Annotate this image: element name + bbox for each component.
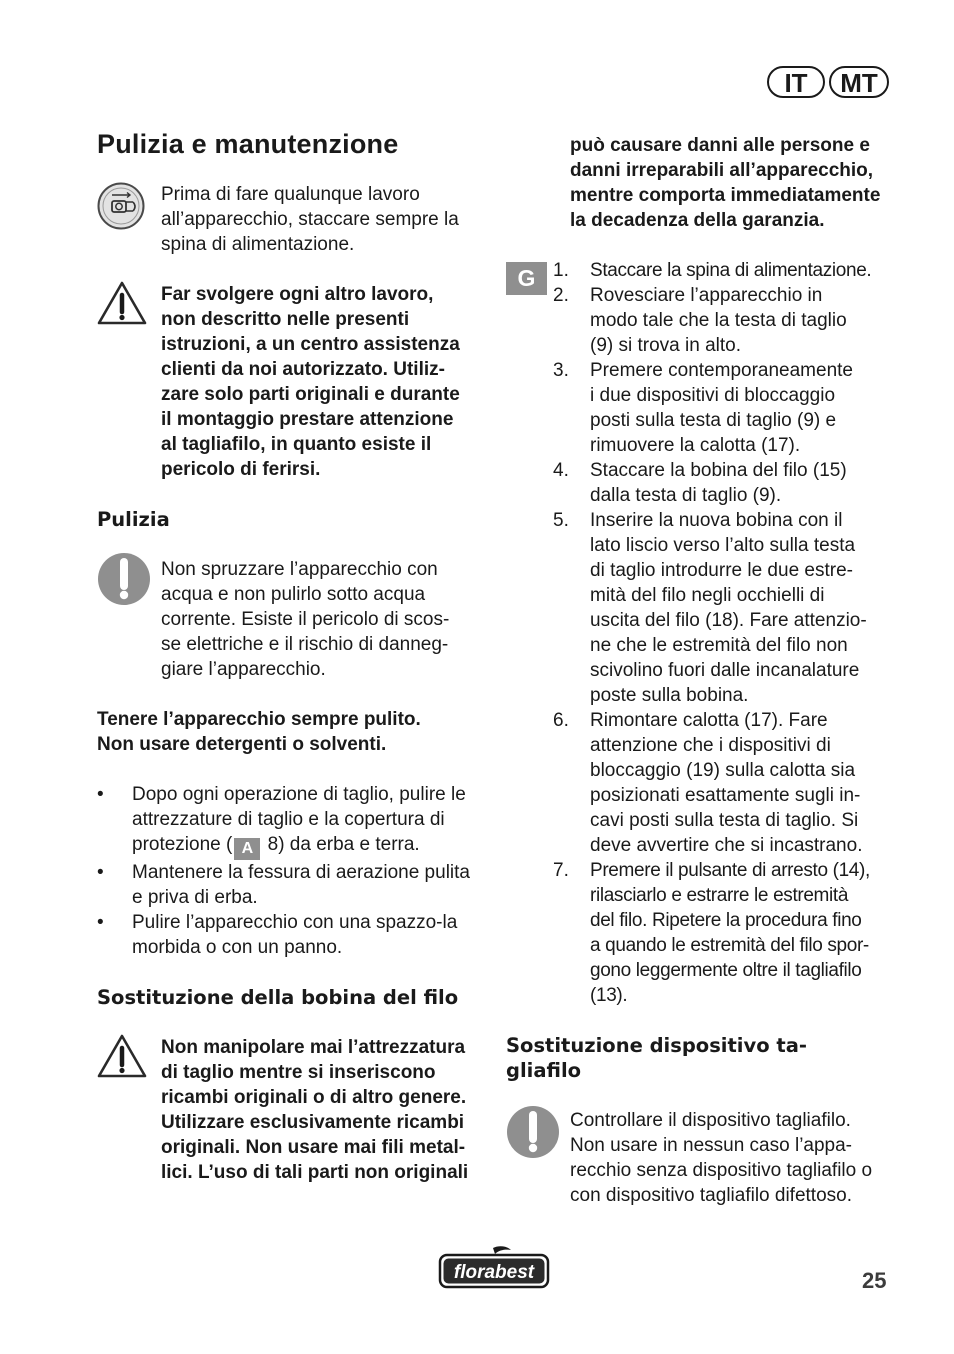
step-number: 1.	[553, 260, 569, 281]
warning-line: istruzioni, a un centro assistenza	[161, 334, 460, 355]
warning-line: lici. L’uso di tali parti non originali	[161, 1162, 469, 1183]
bold-note-line: Non usare detergenti o solventi.	[97, 734, 387, 755]
step-line: rimuovere la calotta (17).	[590, 435, 801, 456]
bullet-text: Pulire l’apparecchio con una spazzo-la morbida o con un panno.	[132, 912, 458, 958]
warning-block-1	[97, 282, 481, 482]
heading-bobina: Sostituzione della bobina del filo	[97, 986, 459, 1009]
step-line: attenzione che i dispositivi di	[590, 735, 831, 756]
left-column	[97, 128, 481, 1185]
step-line: cavi posti sulla testa di taglio. Si	[590, 810, 859, 831]
figure-a-badge: A	[234, 838, 260, 860]
right-column	[506, 133, 892, 1208]
step-number: 7.	[553, 860, 569, 881]
step-line: poste sulla bobina.	[590, 685, 749, 706]
procedure-section	[506, 258, 892, 1008]
page-number: 25	[862, 1268, 887, 1293]
procedure-steps	[506, 258, 892, 1008]
step-number: 2.	[553, 285, 569, 306]
bullet-text: Mantenere la fessura di aerazione pulita e priva di erba.	[132, 862, 470, 908]
bold-note	[97, 707, 481, 757]
bullet-text: 8) da erba e terra.	[262, 834, 420, 855]
step-line: gono leggermente oltre il tagliafilo	[590, 960, 862, 981]
step-line: scivolino fuori dalle incanalature	[590, 660, 860, 681]
unplug-notice	[97, 182, 481, 257]
step-line: lato liscio verso l’alto sulla testa	[590, 535, 856, 556]
caution-line: con dispositivo tagliafilo difettoso.	[570, 1185, 852, 1206]
warning-line: clienti da noi autorizzato. Utiliz-	[161, 359, 445, 380]
exclamation-icon	[506, 1105, 560, 1159]
warning-line: la decadenza della garanzia.	[570, 210, 825, 231]
warning-line: zare solo parti originali e durante	[161, 384, 460, 405]
cleaning-bullet-list	[97, 782, 481, 960]
list-item	[506, 508, 892, 708]
step-line: Premere il pulsante di arresto (14),	[590, 860, 870, 881]
warning-line: al tagliafilo, in quanto esiste il	[161, 434, 432, 455]
step-line: Premere contemporaneamente	[590, 360, 853, 381]
logo-text: florabest	[453, 1262, 535, 1283]
step-number: 3.	[553, 360, 569, 381]
warning-line: Far svolgere ogni altro lavoro,	[161, 284, 434, 305]
step-line: mità del filo negli occhielli di	[590, 585, 825, 606]
step-line: posti sulla testa di taglio (9) e	[590, 410, 837, 431]
step-line: posizionati esattamente sugli in-	[590, 785, 861, 806]
step-line: del filo. Ripetere la procedura fino	[590, 910, 862, 931]
warning-line: non descritto nelle presenti	[161, 309, 410, 330]
exclamation-icon	[97, 552, 151, 606]
step-number: 6.	[553, 710, 569, 731]
heading-pulizia: Pulizia	[97, 508, 170, 531]
list-item	[97, 860, 481, 910]
warning-line: mentre comporta immediatamente	[570, 185, 881, 206]
step-line: modo tale che la testa di taglio	[590, 310, 847, 331]
warning-line: pericolo di ferirsi.	[161, 459, 321, 480]
warning-continuation	[506, 133, 892, 233]
caution-line: giare l’apparecchio.	[161, 659, 326, 680]
warning-line: ricambi originali o di altro genere.	[161, 1087, 467, 1108]
step-line: (9) si trova in alto.	[590, 335, 741, 356]
caution-line: Non spruzzare l’apparecchio con	[161, 559, 438, 580]
warning-block-2	[97, 1035, 481, 1185]
language-badge-mt: MT	[829, 66, 889, 98]
step-line: Rovesciare l’apparecchio in	[590, 285, 823, 306]
caution-block-2	[506, 1108, 892, 1208]
step-line: a quando le estremità del filo spor-	[590, 935, 869, 956]
page-title: Pulizia e manutenzione	[97, 129, 399, 159]
step-line: i due dispositivi di bloccaggio	[590, 385, 836, 406]
caution-line: acqua e non pulirlo sotto acqua	[161, 584, 426, 605]
caution-line: se elettriche e il rischio di danneg-	[161, 634, 449, 655]
bullet-text: Dopo ogni operazione di taglio, pulire le attrezzature di taglio e la copertura di protezione (	[132, 784, 466, 855]
warning-line: danni irreparabili all’apparecchio,	[570, 160, 874, 181]
caution-line: Non usare in nessun caso l’appa-	[570, 1135, 853, 1156]
bullet-dot: •	[97, 862, 104, 883]
step-line: Rimontare calotta (17). Fare	[590, 710, 828, 731]
florabest-logo	[437, 1245, 551, 1291]
bullet-dot: •	[97, 912, 104, 933]
warning-line: Non manipolare mai l’attrezzatura	[161, 1037, 466, 1058]
step-line: bloccaggio (19) sulla calotta sia	[590, 760, 856, 781]
list-item	[506, 858, 892, 1008]
caution-block-1	[97, 557, 481, 682]
warning-triangle-icon	[97, 1034, 147, 1078]
list-item	[506, 283, 892, 358]
unplug-text: Prima di fare qualunque lavoro all’apparecchio, staccare sempre la spina di alimentazione.	[161, 184, 459, 255]
list-item	[506, 458, 892, 508]
step-line: Staccare la bobina del filo (15)	[590, 460, 847, 481]
warning-line: Utilizzare esclusivamente ricambi	[161, 1112, 465, 1133]
step-line: deve avvertire che si incastrano.	[590, 835, 863, 856]
step-line: Staccare la spina di alimentazione.	[590, 260, 872, 281]
step-line: di taglio introdurre le due estre-	[590, 560, 853, 581]
caution-line: corrente. Esiste il pericolo di scos-	[161, 609, 450, 630]
bullet-dot: •	[97, 784, 104, 805]
unplug-icon	[97, 182, 145, 230]
step-line: Inserire la nuova bobina con il	[590, 510, 843, 531]
list-item	[506, 708, 892, 858]
language-badge-it: IT	[767, 66, 825, 98]
list-item	[506, 258, 892, 283]
step-number: 5.	[553, 510, 569, 531]
list-item	[97, 910, 481, 960]
step-line: dalla testa di taglio (9).	[590, 485, 782, 506]
caution-line: recchio senza dispositivo tagliafilo o	[570, 1160, 873, 1181]
step-line: uscita del filo (18). Fare attenzio-	[590, 610, 867, 631]
warning-line: di taglio mentre si inseriscono	[161, 1062, 436, 1083]
list-item	[97, 782, 481, 860]
step-line: rilasciarlo e estrarre le estremità	[590, 885, 849, 906]
warning-line: il montaggio prestare attenzione	[161, 409, 454, 430]
warning-line: originali. Non usare mai fili metal-	[161, 1137, 466, 1158]
step-line: ne che le estremità del filo non	[590, 635, 848, 656]
caution-line: Controllare il dispositivo tagliafilo.	[570, 1110, 851, 1131]
heading-line: Sostituzione dispositivo ta-	[506, 1034, 807, 1057]
step-line: (13).	[590, 985, 628, 1006]
bold-note-line: Tenere l’apparecchio sempre pulito.	[97, 709, 421, 730]
heading-dispositivo	[506, 1033, 892, 1083]
list-item	[506, 358, 892, 458]
heading-line: gliafilo	[506, 1059, 582, 1082]
step-number: 4.	[553, 460, 569, 481]
figure-g-badge: G	[506, 262, 547, 295]
warning-line: può causare danni alle persone e	[570, 135, 870, 156]
warning-triangle-icon	[97, 281, 147, 325]
